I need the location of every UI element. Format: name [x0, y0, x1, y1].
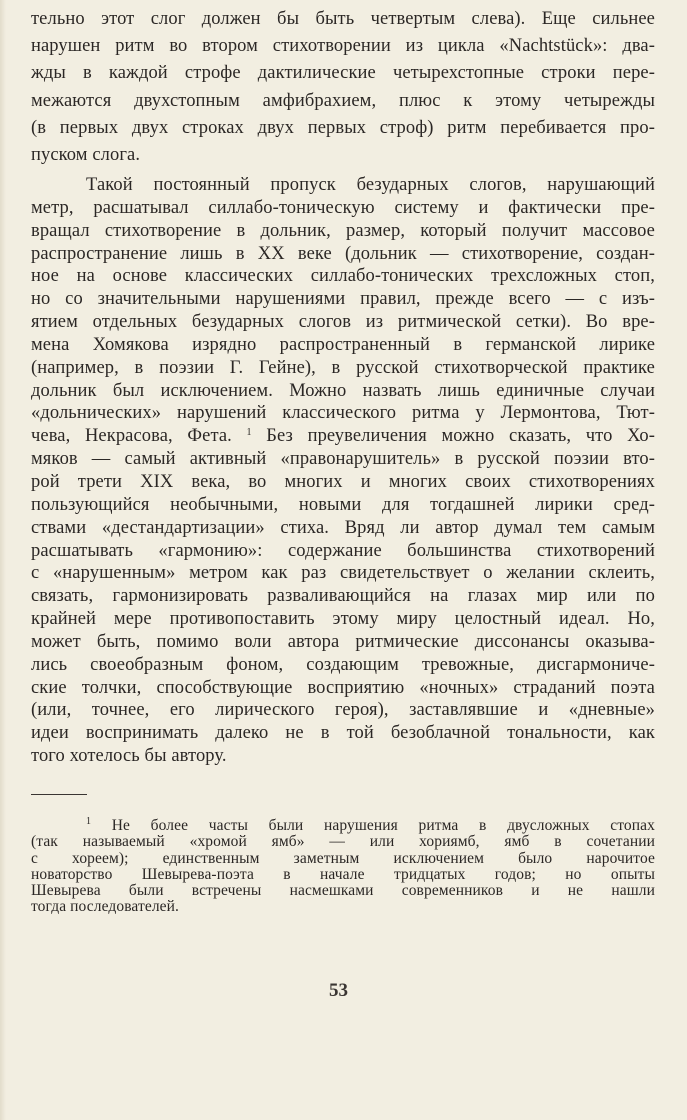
text-line: «дольнических» нарушений классического ритма у Лермонтова, Тют- [31, 403, 655, 424]
footnote-line [31, 818, 655, 834]
paragraph-2 [31, 174, 655, 768]
text-line: межаются двухстопным амфибрахием, плюс к этому четырежды [31, 90, 655, 111]
text-line: ное на основе классических силлабо-тонических трехсложных стоп, [31, 266, 655, 287]
page-edge [0, 0, 6, 1120]
text-line: распространение лишь в XX веке (дольник — стихотворение, создан- [31, 243, 655, 264]
text-segment: Без преувеличения можно сказать, что Хо- [266, 426, 655, 447]
text-line: (или, точнее, его лирического героя), заставлявшие и «дневные» [31, 700, 655, 721]
footnote-text: Не более часты были нарушения ритма в двусложных стопах [111, 817, 655, 834]
text-line: но со значительными нарушениями правил, прежде всего — с изъ- [31, 289, 655, 310]
text-line: ствами «дестандартизации» стиха. Вряд ли автор думал тем самым [31, 517, 655, 538]
text-line: мена Хомякова изрядно распространенный в германской лирике [31, 334, 655, 355]
footnote-line: (так называемый «хромой ямб» — или хориямб, ямб в сочетании [31, 833, 655, 851]
page-number: 53 [329, 980, 348, 1001]
text-line [31, 425, 655, 448]
footnote-reference[interactable]: 1 [246, 427, 252, 439]
text-line: с «нарушенным» метром как раз свидетельствует о желании склеить, [31, 563, 655, 584]
footnote-line: с хореем); единственным заметным исключением было нарочитое [31, 849, 655, 867]
text-line: нарушен ритм во втором стихотворении из цикла «Nachtstück»: два- [31, 36, 655, 57]
text-line: пользующийся необычными, новыми для тогдашней лирики сред- [31, 494, 655, 515]
text-line: мяков — самый активный «правонарушитель» в русской поэзии вто- [31, 449, 655, 470]
footnote-separator [31, 794, 87, 795]
footnote-line: тогда последователей. [31, 898, 180, 916]
footnote [31, 818, 655, 916]
text-line: (в первых двух строках двух первых строф) ритм перебивается про- [31, 117, 655, 138]
text-line: жды в каждой строфе дактилические четырехстопные строки пере- [31, 63, 655, 84]
text-line: пуском слога. [31, 144, 141, 165]
paragraph-1 [31, 6, 655, 169]
text-line: ятием отдельных безударных слогов из ритмической сетки). Во вре- [31, 312, 655, 333]
text-line: лись своеобразным фоном, создающим тревожные, дисгармониче- [31, 654, 655, 675]
text-line: вращал стихотворение в дольник, размер, который получит массовое [31, 220, 655, 241]
text-segment: чева, Некрасова, Фета. [31, 426, 232, 447]
text-line: может быть, помимо воли автора ритмические диссонансы оказыва- [31, 631, 655, 652]
text-line: (например, в поэзии Г. Гейне), в русской стихотворческой практике [31, 357, 655, 378]
text-line: дольник был исключением. Можно назвать лишь единичные случаи [31, 380, 655, 401]
text-line: крайней мере противопоставить этому миру целостный идеал. Но, [31, 609, 655, 630]
text-line: ские толчки, способствующие восприятию «ночных» страданий поэта [31, 677, 655, 698]
text-line: того хотелось бы автору. [31, 746, 227, 767]
footnote-marker: 1 [86, 816, 92, 827]
footnote-line: новаторство Шевырева-поэта в начале тридцатых годов; но опыты [31, 865, 655, 883]
footnote-line: Шевырева были встречены насмешками современников и не нашли [31, 882, 655, 900]
text-line: расшатывать «гармонию»: содержание большинства стихотворений [31, 540, 655, 561]
text-line: связать, гармонизировать разваливающийся на глазах мир или по [31, 586, 655, 607]
text-line: тельно этот слог должен бы быть четвертым слева). Еще сильнее [31, 9, 655, 29]
text-line: идеи воспринимать далеко не в той безоблачной тональности, как [31, 723, 655, 744]
text-line: Такой постоянный пропуск безударных слогов, нарушающий [86, 175, 655, 195]
text-line: рой трети XIX века, во многих и многих своих стихотворениях [31, 471, 655, 492]
text-line: метр, расшатывал силлабо-тоническую систему и фактически пре- [31, 197, 655, 218]
